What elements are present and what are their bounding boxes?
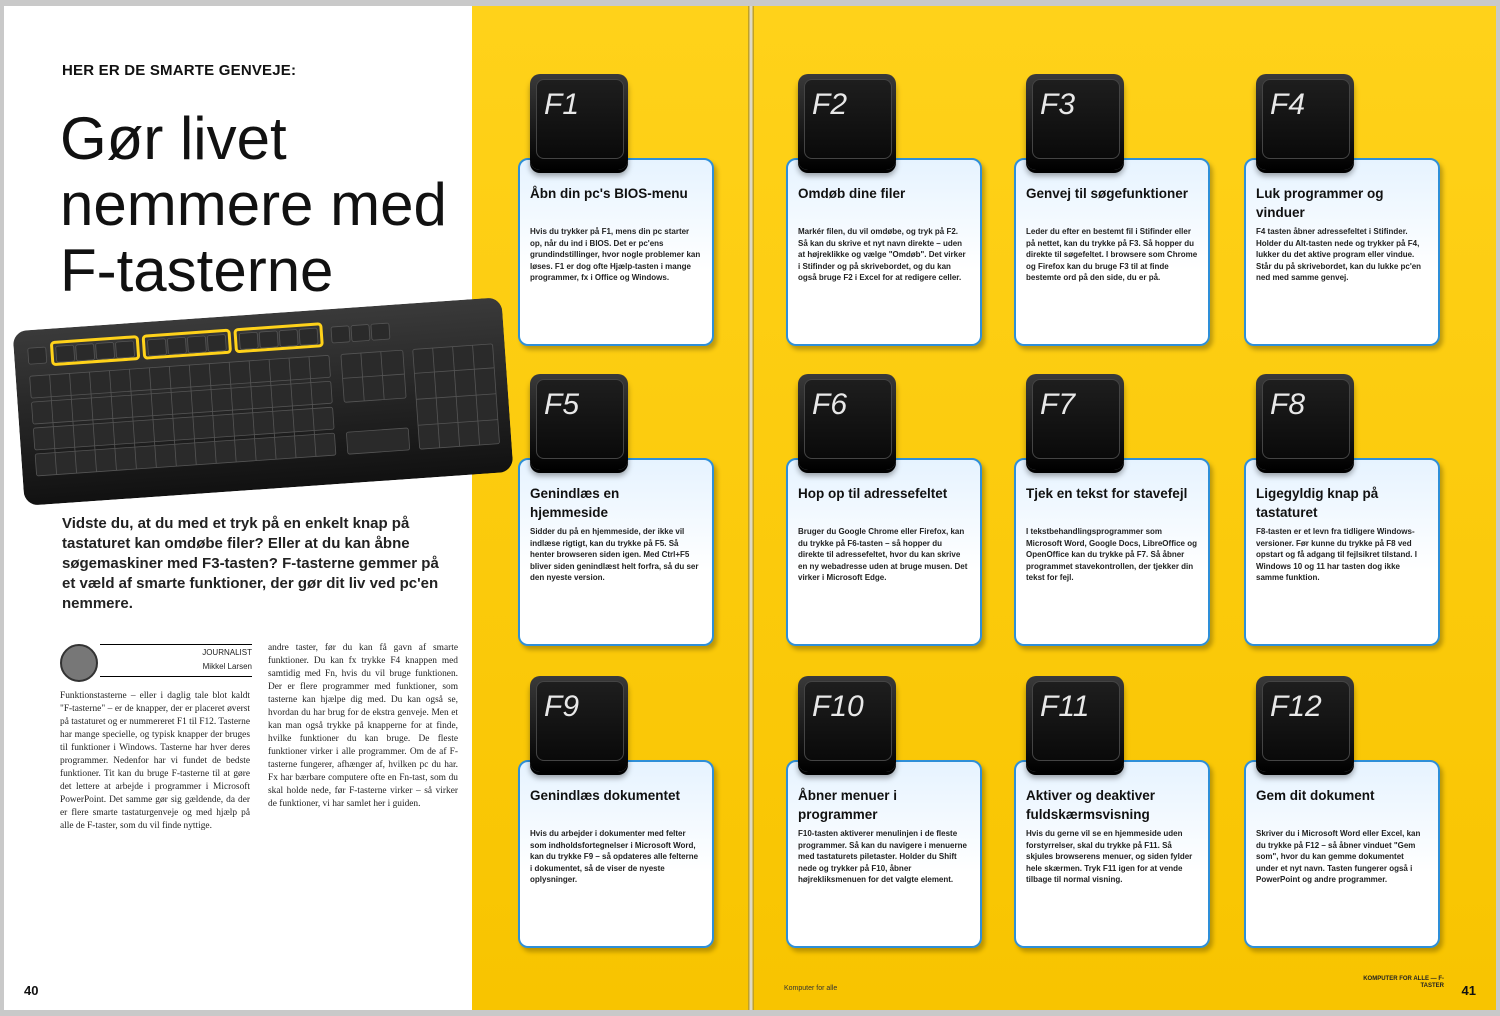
fkey-card-f4 — [1244, 74, 1440, 282]
card-text: I tekstbehandlingsprogrammer som Microsoft Word, Google Docs, LibreOffice og OpenOffice kan du trykke på F7. Så åbner programmet stavekontrollen, der tjekker din tekst for fejl. — [1026, 527, 1197, 582]
fkey-card-f12 — [1244, 676, 1440, 884]
keyboard-illustration — [12, 297, 513, 506]
headline-line-3: F-tasterne — [60, 237, 334, 304]
headline — [60, 106, 460, 304]
fkey-card-f3 — [1014, 74, 1210, 282]
key-label: F9 — [544, 690, 580, 723]
byline-divider-top — [100, 644, 252, 645]
fkey-card-f11 — [1014, 676, 1210, 884]
fkey-card-f8 — [1244, 374, 1440, 582]
key-label: F8 — [1270, 388, 1306, 421]
key-label: F10 — [812, 690, 864, 723]
byline-divider-bottom — [100, 676, 252, 677]
f1-key-icon — [530, 74, 628, 170]
f3-key-icon — [1026, 74, 1124, 170]
f5-key-icon — [530, 374, 628, 470]
body-column-1: Funktionstasterne – eller i daglig tale blot kaldt "F-tasterne" – er de knapper, der er placeret øverst på tastaturet og er nummereret F1 til F12. Tasterne har mange specielle, og typisk knapper der bruges til funktioner i Windows. Tasterne har hver deres programmer. Nedenfor har vi fundet de bedste funktioner. Tit kan du bruge F-tasterne til at gøre det lettere at arbejde i programmer i Microsoft PowerPoint. Det samme gør sig gældende, da der er flere smarte tastaturgenveje og med hjælp på alle de F-taster, som du vil finde nyttige. — [60, 691, 251, 831]
card-text: Skriver du i Microsoft Word eller Excel, kan du trykke på F12 – så åbner vinduet "Gem som", hvor du kan gemme dokumentet under et nyt navn. Tasten fungerer også i PowerPoint og andre programmer. — [1256, 829, 1421, 884]
intro-text: Vidste du, at du med et tryk på en enkelt knap på tastaturet kan omdøbe filer? Eller at du kan åbne søgemaskiner med F3-tasten? F-tasterne gemmer på et væld af smarte funktioner, der gør dit liv ved pc'en nemmere. — [62, 515, 439, 612]
f10-key-icon — [798, 676, 896, 772]
card-title: Genindlæs dokumentet — [530, 788, 681, 803]
f6-key-icon — [798, 374, 896, 470]
key-label: F7 — [1040, 388, 1076, 421]
f2-key-icon — [798, 74, 896, 170]
card-title: Omdøb dine filer — [798, 186, 906, 201]
f4-key-icon — [1256, 74, 1354, 170]
card-text: Hvis du arbejder i dokumenter med felter som indholdsfortegnelser i Microsoft Word, kan du trykke F9 – så opdateres alle felterne i dokumentet, så de viser de nyeste oplysninger. — [530, 829, 699, 884]
byline-name: JOURNALIST — [202, 648, 252, 657]
body-column-2: andre taster, før du kan få gavn af smarte funktioner. Du kan fx trykke F4 knappen med samtidig med Fn, hvis du vil bruge funktionen. Der er flere programmer med funktioner, som tasterne kan hjælpe dig med. Du kan også se, hvordan du har brug for de ekstra genveje. Men et kan man også trykke på knapperne for at finde, hvilke funktioner du kan bruge. De fleste funktioner virker i alle programmer. Om de af F-tasterne fungerer, afhænger af, hvilken pc du har. Fx har bærbare computere ofte en Fn-tast, som du skal holde nede, før F-tasterne virker – så virker de funktioner, vi har samlet her i guiden. — [268, 643, 458, 809]
magazine-spread — [4, 6, 1496, 1010]
key-label: F1 — [544, 88, 580, 121]
card-text: Sidder du på en hjemmeside, der ikke vil indlæse rigtigt, kan du trykke på F5. Så henter browseren siden igen. Med Ctrl+F5 bliver siden genindlæst helt forfra, så du ser den nyeste version. — [530, 527, 699, 582]
fkey-card-f6 — [786, 374, 982, 582]
key-label: F3 — [1040, 88, 1076, 121]
byline — [60, 640, 252, 684]
footer-right: KOMPUTER FOR ALLE — F-TASTER — [1363, 976, 1444, 989]
kicker: HER ER DE SMARTE GENVEJE: — [62, 62, 297, 79]
card-text: Hvis du gerne vil se en hjemmeside uden forstyrrelser, skal du trykke på F11. Så skjules browserens menuer, og siden fylder hele skærmen. Tryk F11 igen for at vende tilbage til normal visning. — [1026, 829, 1193, 884]
author-avatar — [60, 644, 98, 682]
card-text: F8-tasten er et levn fra tidligere Windows-versioner. Før kunne du trykke på F8 ved opstart og få adgang til fejlsikret tilstand. I Windows 10 og 11 har tasten dog ikke samme funktion. — [1256, 527, 1417, 582]
card-text: Hvis du trykker på F1, mens din pc starter op, når du ind i BIOS. Det er pc'ens grundindstillinger, hvor nogle problemer kan løses. F1 er dog ofte Hjælp-tasten i mange programmer, fx i Office og Windows. — [530, 227, 701, 282]
fkey-card-f9 — [518, 676, 714, 884]
key-label: F4 — [1270, 88, 1306, 121]
headline-line-2: nemmere med — [60, 171, 447, 238]
f9-key-icon — [530, 676, 628, 772]
card-title: Tjek en tekst for stavefejl — [1026, 486, 1188, 501]
card-text: F10-tasten aktiverer menulinjen i de fleste programmer. Så kan du navigere i menuerne med tastaturets piletaster. Holder du Shift nede og trykker på F10, åbner højrekliksmenuen for det valgte element. — [798, 829, 967, 884]
fkey-card-f2 — [786, 74, 982, 282]
fkey-card-f7 — [1014, 374, 1210, 582]
card-title: Ligegyldig knap på tastaturet — [1256, 486, 1379, 520]
fkey-card-f5 — [518, 374, 714, 582]
card-title: Genvej til søgefunktioner — [1026, 186, 1189, 201]
card-title: Åbn din pc's BIOS-menu — [530, 186, 688, 201]
f7-key-icon — [1026, 374, 1124, 470]
card-title: Aktiver og deaktiver fuldskærmsvisning — [1026, 788, 1156, 822]
card-title: Genindlæs en hjemmeside — [530, 486, 620, 520]
card-title: Gem dit dokument — [1256, 788, 1375, 803]
byline-author: Mikkel Larsen — [202, 662, 252, 671]
page-number-left: 40 — [24, 983, 39, 998]
card-title: Luk programmer og vinduer — [1256, 186, 1384, 220]
card-text: F4 tasten åbner adressefeltet i Stifinder. Holder du Alt-tasten nede og trykker på F4, lukker du det aktive program eller vindue. Står du på skrivebordet, kan du lukke pc'en ned med samme genvej. — [1256, 227, 1422, 282]
f8-key-icon — [1256, 374, 1354, 470]
footer-left: Komputer for alle — [784, 985, 838, 992]
fkey-card-f10 — [786, 676, 982, 884]
key-label: F11 — [1040, 690, 1090, 723]
fkey-card-f1 — [518, 74, 714, 282]
f12-key-icon — [1256, 676, 1354, 772]
card-text: Leder du efter en bestemt fil i Stifinder eller på nettet, kan du trykke på F3. Så hopper du direkte til søgefeltet. I browsere som Chrome og Firefox kan du bruge F3 til at finde bestemte ord på den side, du er på. — [1026, 227, 1198, 282]
page-number-right: 41 — [1461, 983, 1476, 998]
key-label: F5 — [544, 388, 580, 421]
card-text: Markér filen, du vil omdøbe, og tryk på F2. Så kan du skrive et nyt navn direkte – uden at højreklikke og vælge "Omdøb". Det virker i Stifinder og på skrivebordet, og du kan også bruge F2 i Excel for at redigere celler. — [798, 227, 966, 282]
key-label: F2 — [812, 88, 848, 121]
card-title: Åbner menuer i programmer — [798, 788, 898, 822]
f11-key-icon — [1026, 676, 1124, 772]
card-text: Bruger du Google Chrome eller Firefox, kan du trykke på F6-tasten – så hopper du direkte til adressefeltet, hvor du kan skrive en ny webadresse uden at bruge musen. Det virker i Microsoft Edge. — [798, 527, 968, 582]
key-label: F6 — [812, 388, 848, 421]
headline-line-1: Gør livet — [60, 105, 287, 172]
key-label: F12 — [1270, 690, 1322, 723]
card-title: Hop op til adressefeltet — [798, 486, 948, 501]
